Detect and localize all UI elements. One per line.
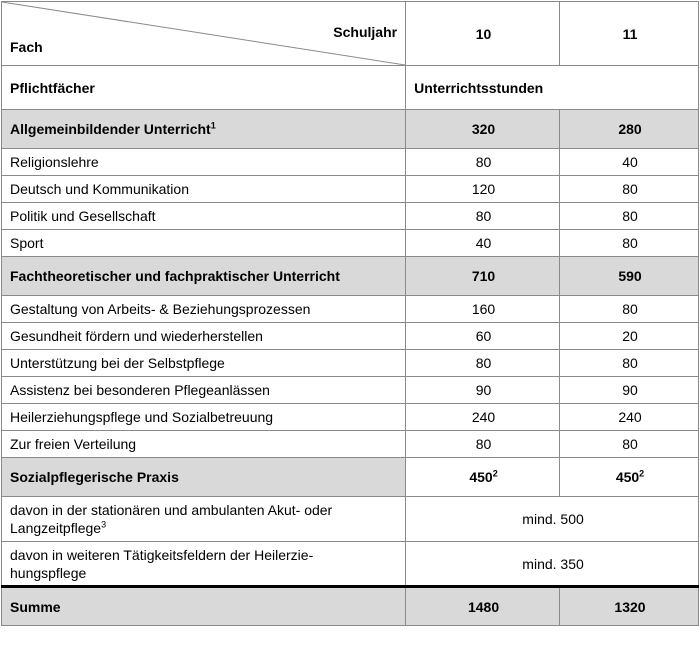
praxis-detail-label: davon in der stationären und ambulanten Akut- oder Langzeitpflege$^3$ [2,497,406,542]
group-value-11: 280 [560,110,699,149]
pflichtfaecher-label: Pflichtfächer [2,66,406,110]
fach-label: Fach [10,39,43,55]
hours-10: 120 [406,176,560,203]
table-row [2,149,699,176]
header-row [2,2,699,66]
diagonal-header-cell [2,2,406,66]
subject-name: Gesundheit fördern und wiederherstellen [2,323,406,350]
subject-name: Assistenz bei besonderen Pflegeanlässen [2,377,406,404]
table-row [2,542,699,587]
footnote-marker: 2 [639,468,645,479]
praxis-detail-value: mind. 350 [406,542,699,587]
schuljahr-label: Schuljahr [333,24,398,40]
table-row [2,350,699,377]
group-title: Fachtheoretischer und fachpraktischer Unterricht [2,257,406,296]
summe-row [2,587,699,626]
hours-11: 90 [560,377,699,404]
table-row [2,230,699,257]
subject-name: Gestaltung von Arbeits- & Beziehungsprozessen [2,296,406,323]
table-row [2,404,699,431]
group-value-10: 710 [406,257,560,296]
hours-10: 60 [406,323,560,350]
hours-10: 80 [406,431,560,458]
group-value-10: $450^2$ [406,458,560,497]
hours-10: 80 [406,149,560,176]
subject-name: Unterstützung bei der Selbstpflege [2,350,406,377]
table-row [2,203,699,230]
footnote-marker: 1 [210,120,216,131]
subject-name: Deutsch und Kommunikation [2,176,406,203]
table-row [2,323,699,350]
group-row-allgemein [2,110,699,149]
stundentafel-table [1,1,699,626]
group-value-10: 320 [406,110,560,149]
hours-11: 80 [560,296,699,323]
table-row [2,176,699,203]
hours-11: 80 [560,431,699,458]
year-11-header: 11 [560,2,699,66]
group-row-fach [2,257,699,296]
hours-10: 80 [406,203,560,230]
subject-name: Politik und Gesellschaft [2,203,406,230]
summe-value-11: 1320 [560,587,699,626]
hours-11: 80 [560,176,699,203]
hours-11: 80 [560,203,699,230]
subject-name: Sport [2,230,406,257]
year-10-header: 10 [406,2,560,66]
group-value-11: 590 [560,257,699,296]
hours-11: 80 [560,350,699,377]
hours-11: 40 [560,149,699,176]
footnote-marker: 3 [101,519,107,530]
group-row-praxis [2,458,699,497]
table-row [2,296,699,323]
hours-10: 80 [406,350,560,377]
hours-11: 20 [560,323,699,350]
praxis-detail-value: mind. 500 [406,497,699,542]
hours-10: 90 [406,377,560,404]
group-title: Sozialpflegerische Praxis [2,458,406,497]
unterrichtsstunden-label: Unterrichtsstunden [406,66,699,110]
table-row [2,431,699,458]
subject-name: Heilerziehungspflege und Sozialbetreuung [2,404,406,431]
summe-label: Summe [2,587,406,626]
group-value-11: $450^2$ [560,458,699,497]
hours-10: 240 [406,404,560,431]
hours-11: 240 [560,404,699,431]
hours-10: 160 [406,296,560,323]
praxis-detail-label: davon in weiteren Tätigkeitsfeldern der Heilerzie- hungspflege [2,542,406,587]
hours-11: 80 [560,230,699,257]
summe-value-10: 1480 [406,587,560,626]
pflichtfaecher-row [2,66,699,110]
subject-name: Religionslehre [2,149,406,176]
group-title: Allgemeinbildender Unterricht$^1$ [2,110,406,149]
table-row [2,497,699,542]
subject-name: Zur freien Verteilung [2,431,406,458]
table-row [2,377,699,404]
hours-10: 40 [406,230,560,257]
footnote-marker: 2 [492,468,498,479]
